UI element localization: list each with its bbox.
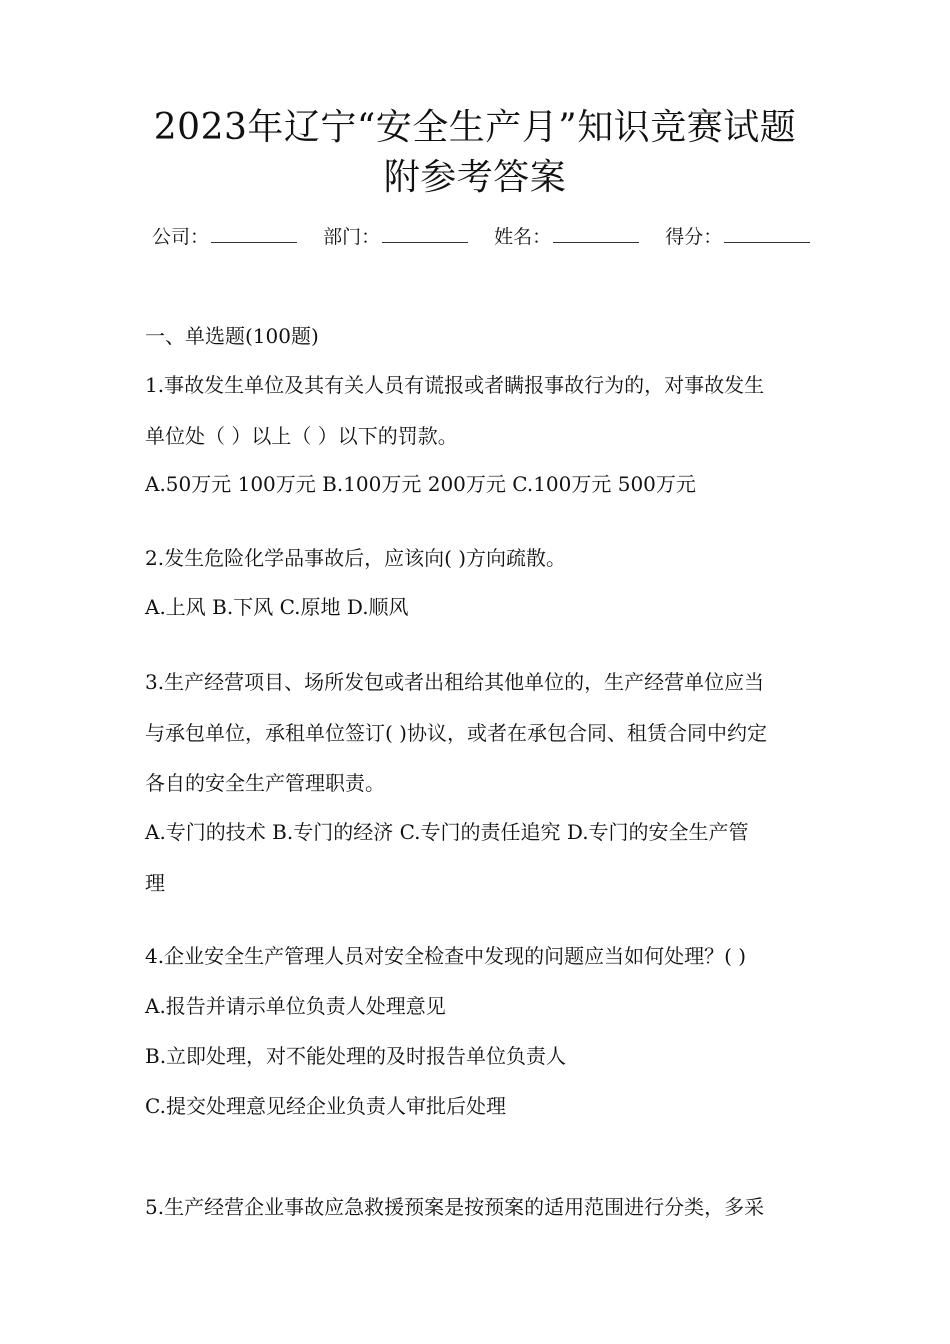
- question-3-options-line-2: 理: [145, 871, 165, 895]
- question-2-options: A.上风 B.下风 C.原地 D.顺风: [145, 595, 409, 619]
- question-3-stem-line-1: 3.生产经营项目、场所发包或者出租给其他单位的，生产经营单位应当: [145, 670, 765, 694]
- document-subtitle: 附参考答案: [383, 157, 567, 198]
- section-heading: 一、单选题(100题): [145, 324, 319, 348]
- question-4-stem: 4.企业安全生产管理人员对安全检查中发现的问题应当如何处理？( ): [145, 944, 747, 968]
- question-3-stem-line-2: 与承包单位，承租单位签订( )协议，或者在承包合同、租赁合同中约定: [145, 721, 767, 745]
- score-blank: [724, 224, 810, 243]
- name-field: [494, 222, 639, 252]
- name-blank: [553, 224, 639, 243]
- name-label: 姓名：: [494, 226, 552, 248]
- document-title: 2023年辽宁“安全生产月”知识竞赛试题: [153, 107, 797, 148]
- score-label: 得分：: [665, 226, 723, 248]
- department-field: [323, 222, 468, 252]
- question-3-stem-line-3: 各自的安全生产管理职责。: [145, 771, 385, 795]
- question-5-stem: 5.生产经营企业事故应急救援预案是按预案的适用范围进行分类，多采: [145, 1195, 765, 1219]
- score-field: [665, 222, 810, 252]
- company-field: [152, 222, 297, 252]
- question-3-options-line-1: A.专门的技术 B.专门的经济 C.专门的责任追究 D.专门的安全生产管: [145, 820, 749, 844]
- question-4-option-a: A.报告并请示单位负责人处理意见: [145, 994, 446, 1018]
- question-4-option-b: B.立即处理，对不能处理的及时报告单位负责人: [145, 1044, 567, 1068]
- question-1-stem-line-2: 单位处（ ）以上（ ）以下的罚款。: [145, 424, 458, 448]
- question-1-options: A.50万元 100万元 B.100万元 200万元 C.100万元 500万元: [145, 472, 696, 496]
- company-label: 公司：: [152, 226, 210, 248]
- question-1-stem-line-1: 1.事故发生单位及其有关人员有谎报或者瞒报事故行为的，对事故发生: [145, 373, 765, 397]
- question-4-option-c: C.提交处理意见经企业负责人审批后处理: [145, 1094, 506, 1118]
- department-label: 部门：: [323, 226, 381, 248]
- company-blank: [211, 224, 297, 243]
- question-2-stem: 2.发生危险化学品事故后，应该向( )方向疏散。: [145, 546, 567, 570]
- department-blank: [382, 224, 468, 243]
- info-fields: [152, 222, 812, 252]
